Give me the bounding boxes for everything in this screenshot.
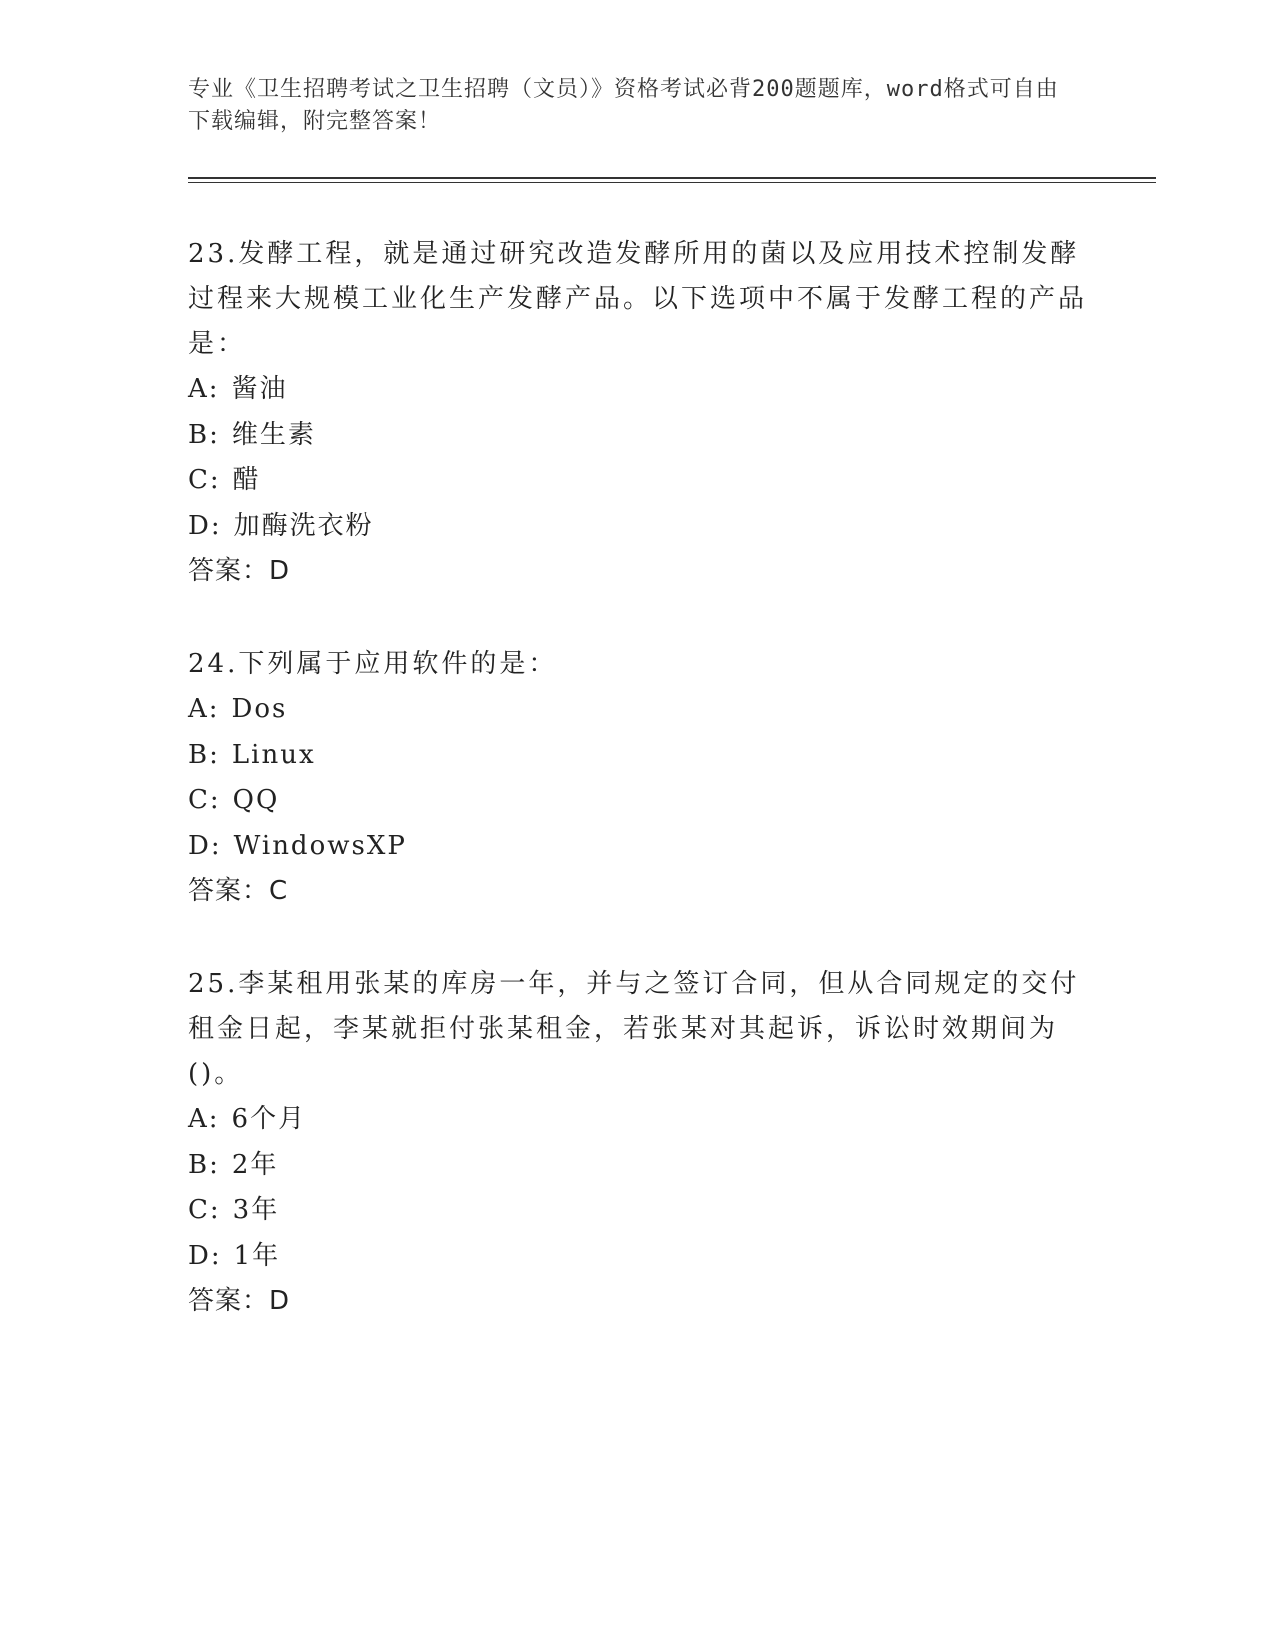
option-text: QQ bbox=[232, 785, 280, 815]
option-c bbox=[188, 1188, 1088, 1234]
option-a bbox=[188, 1097, 1088, 1143]
answer-line: 答案：D bbox=[188, 556, 291, 586]
option-b bbox=[188, 413, 1088, 459]
question-24 bbox=[188, 642, 1088, 915]
option-d bbox=[188, 504, 1088, 550]
header-divider-top bbox=[188, 177, 1156, 179]
option-d bbox=[188, 1234, 1088, 1280]
option-c bbox=[188, 778, 1088, 824]
option-a bbox=[188, 367, 1088, 413]
question-23 bbox=[188, 232, 1088, 595]
option-key: C: bbox=[188, 1195, 221, 1225]
option-text: Linux bbox=[231, 739, 316, 770]
option-key: B: bbox=[188, 419, 220, 450]
option-text: 6个月 bbox=[231, 1104, 307, 1134]
option-text: 维生素 bbox=[231, 419, 316, 450]
answer-line: 答案：C bbox=[188, 876, 289, 906]
option-key: A: bbox=[188, 374, 220, 404]
option-key: A: bbox=[188, 694, 220, 724]
option-text: 2年 bbox=[231, 1149, 279, 1180]
option-b bbox=[188, 733, 1088, 779]
option-key: C: bbox=[188, 465, 221, 495]
option-text: 酱油 bbox=[231, 374, 288, 404]
option-key: C: bbox=[188, 785, 221, 815]
option-key: A: bbox=[188, 1104, 220, 1134]
option-d bbox=[188, 824, 1088, 870]
option-a bbox=[188, 687, 1088, 733]
option-key: D: bbox=[188, 510, 222, 541]
document-header: 专业《卫生招聘考试之卫生招聘（文员）》资格考试必背200题题库，word格式可自由下载编辑，附完整答案！ bbox=[188, 77, 1059, 134]
option-text: 1年 bbox=[233, 1240, 281, 1271]
option-c bbox=[188, 458, 1088, 504]
option-b bbox=[188, 1143, 1088, 1189]
answer-line: 答案：D bbox=[188, 1286, 291, 1316]
option-key: B: bbox=[188, 739, 220, 770]
question-25 bbox=[188, 962, 1088, 1325]
option-text: 加酶洗衣粉 bbox=[233, 510, 374, 541]
question-stem: 24.下列属于应用软件的是： bbox=[188, 649, 558, 679]
header-divider-bottom bbox=[188, 182, 1156, 183]
option-text: 3年 bbox=[232, 1195, 280, 1225]
option-text: Dos bbox=[231, 694, 288, 724]
option-key: D: bbox=[188, 830, 222, 861]
option-key: B: bbox=[188, 1149, 220, 1180]
option-text: WindowsXP bbox=[233, 830, 407, 861]
option-text: 醋 bbox=[232, 465, 261, 495]
question-stem: 23.发酵工程，就是通过研究改造发酵所用的菌以及应用技术控制发酵过程来大规模工业化生产发酵产品。以下选项中不属于发酵工程的产品是： bbox=[188, 239, 1088, 359]
question-stem: 25.李某租用张某的库房一年，并与之签订合同，但从合同规定的交付租金日起，李某就拒付张某租金，若张某对其起诉，诉讼时效期间为()。 bbox=[188, 969, 1080, 1089]
option-key: D: bbox=[188, 1240, 222, 1271]
